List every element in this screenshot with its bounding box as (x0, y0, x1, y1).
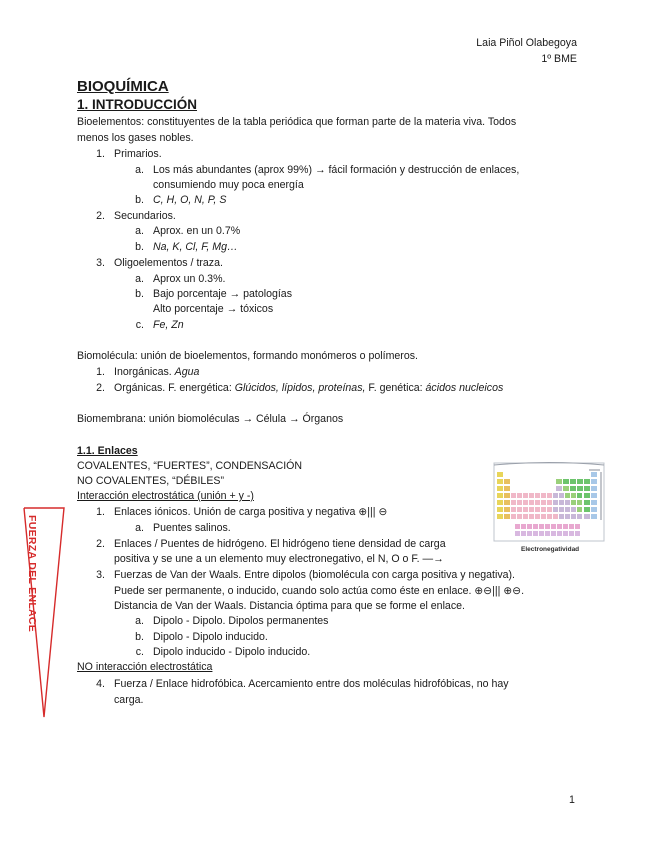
side-label: FUERZA DEL ENLACE (26, 515, 38, 633)
van-der-waals-2: Puede ser permanente, o inducido, cuando solo actúa como éste en enlace. ⊕⊖||| ⊕⊖. (114, 585, 525, 597)
enlaces-ionicos: Enlaces iónicos. Unión de carga positiva y negativa ⊕||| ⊖ (114, 506, 388, 518)
list-letter: a. (135, 615, 144, 627)
list-letter: b. (135, 631, 144, 643)
sub-item-text: Dipolo - Dipolo inducido. (153, 631, 268, 643)
biomolecula-definition: Biomolécula: unión de bioelementos, formando monómeros o polímeros. (77, 350, 418, 362)
sub-item-text: Alto porcentaje → tóxicos (153, 303, 274, 315)
list-letter: a. (135, 225, 144, 237)
list-number: 3. (96, 257, 105, 269)
no-interaccion-heading: NO interacción electrostática (77, 661, 213, 673)
list-number: 3. (96, 569, 105, 581)
puentes-hidrogeno-2: positiva y se une a un elemento muy electronegativo, el N, O o F. —→ (114, 553, 444, 565)
sub-item-text: C, H, O, N, P, S (153, 194, 227, 206)
list-letter: b. (135, 288, 144, 300)
author-name: Laia Piñol Olabegoya (476, 37, 577, 49)
list-letter: c. (135, 646, 144, 658)
section-heading-1: 1. INTRODUCCIÓN (77, 97, 198, 112)
list-number: 2. (96, 382, 105, 394)
sub-item-text: Los más abundantes (aprox 99%) → fácil formación y destrucción de enlaces, (153, 164, 520, 176)
list-letter: b. (135, 241, 144, 253)
list-letter: c. (135, 319, 144, 331)
sub-item-text: Aprox un 0.3%. (153, 273, 226, 285)
sub-item-text: Aprox. en un 0.7% (153, 225, 241, 237)
fuerza-hidrofobica-1: Fuerza / Enlace hidrofóbica. Acercamiento entre dos moléculas hidrofóbicas, no hay (114, 678, 509, 690)
fuerza-hidrofobica-2: carga. (114, 694, 144, 706)
puentes-hidrogeno-1: Enlaces / Puentes de hidrógeno. El hidrógeno tiene densidad de carga (114, 538, 446, 550)
list-item-inorganicas: Inorgánicas. Agua (114, 366, 200, 378)
list-item-primarios: Primarios. (114, 148, 162, 160)
van-der-waals-3: Distancia de Van der Waals. Distancia óptima para que se forme el enlace. (114, 600, 465, 612)
list-number: 2. (96, 538, 105, 550)
sub-item-text: Puentes salinos. (153, 522, 231, 534)
list-letter: a. (135, 273, 144, 285)
biomembrana-definition: Biomembrana: unión biomoléculas → Célula → Órganos (77, 413, 344, 425)
sub-item-text: Fe, Zn (153, 319, 184, 331)
list-number: 4. (96, 678, 105, 690)
sub-item-text: Dipolo - Dipolo. Dipolos permanentes (153, 615, 329, 627)
sub-item-text: Bajo porcentaje → patologías (153, 288, 292, 300)
periodic-table-image (493, 462, 605, 542)
intro-line-2: menos los gases nobles. (77, 132, 194, 144)
list-number: 1. (96, 506, 105, 518)
section-heading-1-1: 1.1. Enlaces (77, 445, 138, 457)
list-item-oligoelementos: Oligoelementos / traza. (114, 257, 223, 269)
periodic-table-figure (493, 462, 605, 557)
list-letter: b. (135, 194, 144, 206)
list-letter: a. (135, 522, 144, 534)
interaccion-heading: Interacción electrostática (unión + y -) (77, 490, 254, 502)
list-item-organicas: Orgánicas. F. energética: Glúcidos, lípidos, proteínas, F. genética: ácidos nucleicos (114, 382, 504, 394)
sub-item-text: consumiendo muy poca energía (153, 179, 304, 191)
no-covalentes-line: NO COVALENTES, “DÉBILES” (77, 475, 224, 487)
covalentes-line: COVALENTES, “FUERTES”, CONDENSACIÓN (77, 460, 303, 472)
figure-caption: Electronegatividad (521, 546, 580, 553)
course-label: 1º BME (541, 53, 577, 65)
list-letter: a. (135, 164, 144, 176)
van-der-waals-1: Fuerzas de Van der Waals. Entre dipolos (biomolécula con carga positiva y negativa). (114, 569, 515, 581)
sub-item-text: Dipolo inducido - Dipolo inducido. (153, 646, 311, 658)
list-number: 1. (96, 366, 105, 378)
intro-line-1: Bioelementos: constituyentes de la tabla periódica que forman parte de la materia viva. Todos (77, 116, 517, 128)
page-title: BIOQUÍMICA (77, 78, 169, 95)
list-number: 2. (96, 210, 105, 222)
list-number: 1. (96, 148, 105, 160)
page-number: 1 (569, 794, 575, 806)
sub-item-text: Na, K, Cl, F, Mg… (153, 241, 238, 253)
list-item-secundarios: Secundarios. (114, 210, 176, 222)
